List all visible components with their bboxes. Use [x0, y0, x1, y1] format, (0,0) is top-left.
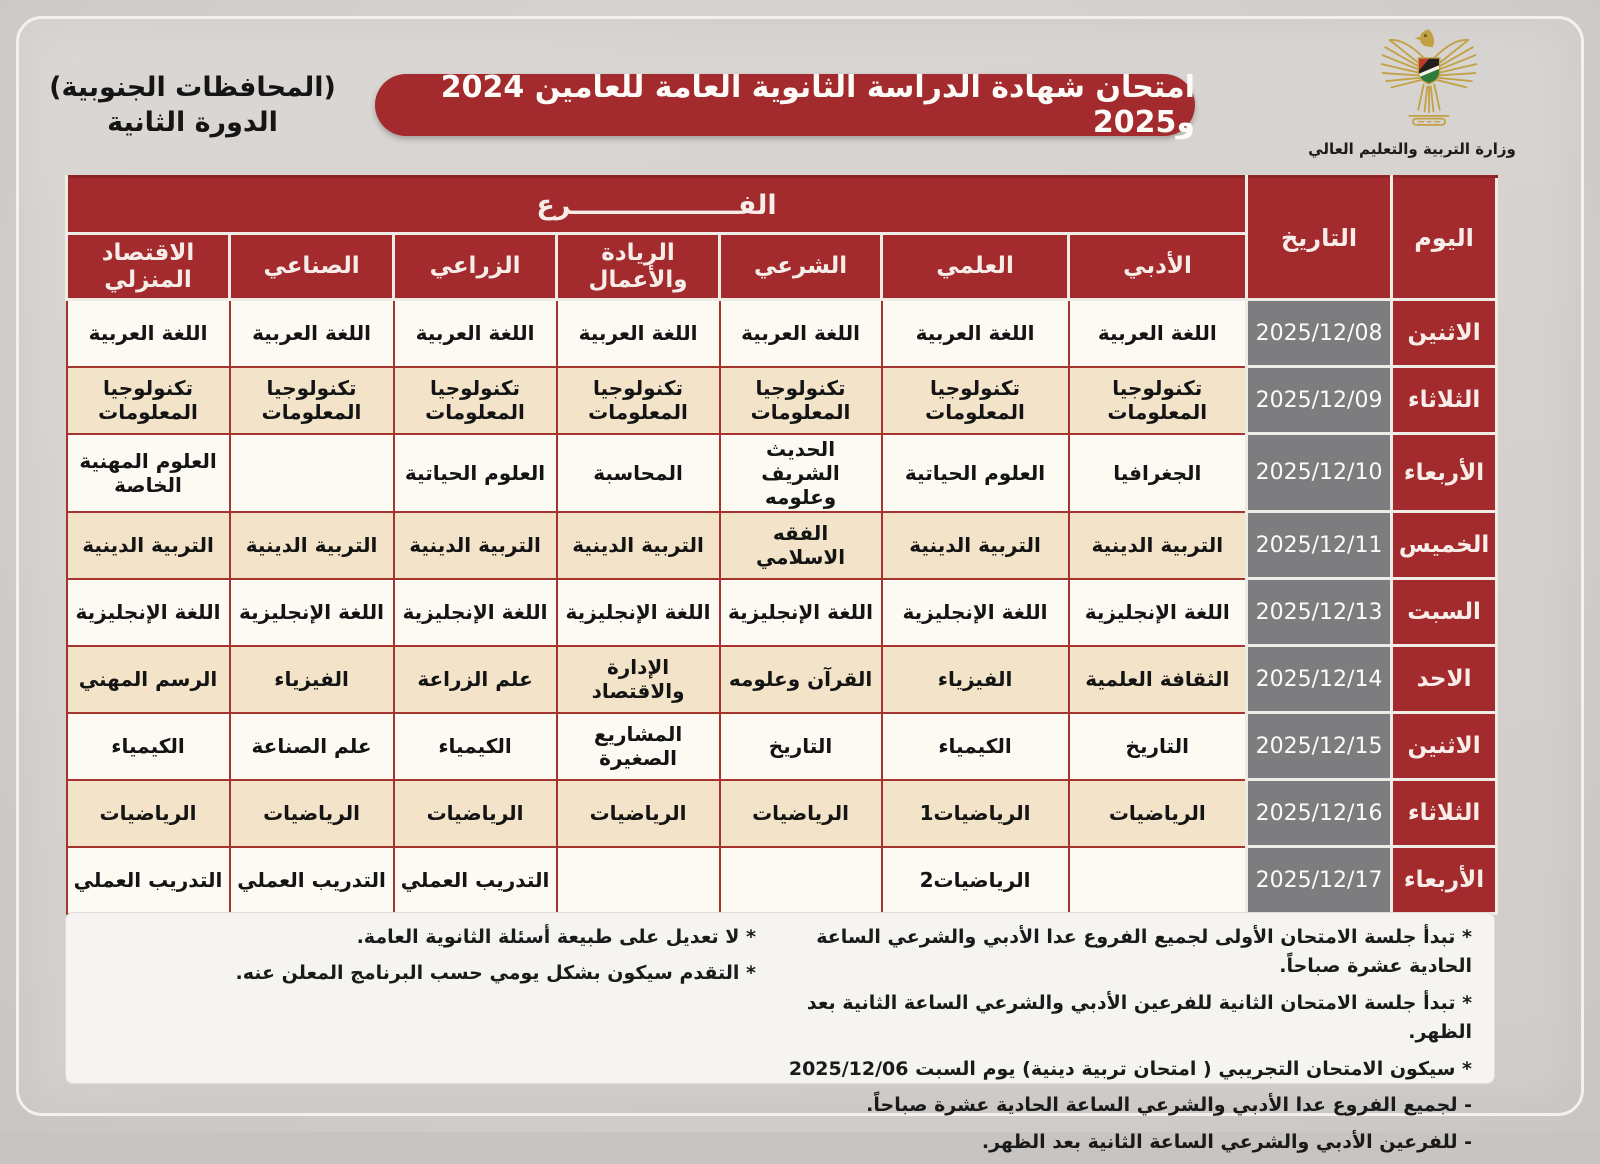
subject-cell: تكنولوجيا المعلومات: [67, 367, 230, 434]
subject-cell: الرياضيات: [230, 780, 394, 847]
subject-cell: الكيمياء: [882, 713, 1069, 780]
note-item: * التقدم سيكون بشكل يومي حسب البرنامج المعلن عنه.: [235, 962, 756, 985]
subject-cell: الثقافة العلمية: [1069, 646, 1247, 713]
subject-cell: الفيزياء: [230, 646, 394, 713]
subject-cell: اللغة العربية: [67, 300, 230, 367]
day-cell: الاحد: [1392, 646, 1497, 713]
subject-cell: العلوم الحياتية: [882, 434, 1069, 512]
subject-cell: اللغة الإنجليزية: [1069, 579, 1247, 646]
subject-cell: تكنولوجيا المعلومات: [230, 367, 394, 434]
subject-cell: التربية الدينية: [67, 512, 230, 579]
note-item: * سيكون الامتحان التجريبي ( امتحان تربية دينية) يوم السبت 2025/12/06: [788, 1057, 1472, 1080]
subject-cell: التربية الدينية: [1069, 512, 1247, 579]
subject-cell: العلوم الحياتية: [394, 434, 557, 512]
region-line2: الدورة الثانية: [107, 107, 278, 139]
subject-cell: التاريخ: [720, 713, 882, 780]
date-cell: 2025/12/15: [1247, 713, 1392, 780]
subject-cell: التربية الدينية: [557, 512, 720, 579]
subject-cell: الرياضيات2: [882, 847, 1069, 914]
schedule-table: [65, 175, 1498, 915]
subject-cell: الرياضيات: [394, 780, 557, 847]
region-line1: (المحافظات الجنوبية): [49, 72, 336, 103]
subject-cell: اللغة العربية: [557, 300, 720, 367]
region-label: [45, 70, 340, 140]
notes-section: [65, 912, 1495, 1153]
subject-cell: علم الصناعة: [230, 713, 394, 780]
branch-column-header: الصناعي: [230, 234, 394, 300]
eagle-emblem-icon: [1370, 24, 1488, 140]
subject-cell: الرسم المهني: [67, 646, 230, 713]
subject-cell: الرياضيات: [557, 780, 720, 847]
branch-column-header: الاقتصاد المنزلي: [67, 234, 230, 300]
subject-cell: الفيزياء: [882, 646, 1069, 713]
subject-cell: [720, 847, 882, 914]
subject-cell: القرآن وعلومه: [720, 646, 882, 713]
date-cell: 2025/12/11: [1247, 512, 1392, 579]
subject-cell: الإدارة والاقتصاد: [557, 646, 720, 713]
schedule-body: [67, 300, 1497, 914]
table-row: [67, 780, 1497, 847]
subject-cell: تكنولوجيا المعلومات: [882, 367, 1069, 434]
subject-cell: العلوم المهنية الخاصة: [67, 434, 230, 512]
date-cell: 2025/12/16: [1247, 780, 1392, 847]
date-cell: 2025/12/14: [1247, 646, 1392, 713]
branch-group-header: الفــــــــــــــــــرع: [67, 177, 1247, 234]
table-row: [67, 579, 1497, 646]
subject-cell: تكنولوجيا المعلومات: [394, 367, 557, 434]
subject-cell: المشاريع الصغيرة: [557, 713, 720, 780]
table-row: [67, 646, 1497, 713]
note-item: * تبدأ جلسة الامتحان الأولى لجميع الفروع عدا الأدبي والشرعي الساعة الحادية عشرة صباحاً.: [816, 926, 1472, 978]
subject-cell: الرياضيات: [1069, 780, 1247, 847]
table-row: [67, 434, 1497, 512]
page-title: امتحان شهادة الدراسة الثانوية العامة للعامين 2024 و2025: [375, 74, 1195, 136]
branch-column-header: الزراعي: [394, 234, 557, 300]
subject-cell: الرياضيات1: [882, 780, 1069, 847]
day-cell: السبت: [1392, 579, 1497, 646]
branch-column-header: الشرعي: [720, 234, 882, 300]
subject-cell: اللغة الإنجليزية: [557, 579, 720, 646]
subject-cell: التاريخ: [1069, 713, 1247, 780]
subject-cell: اللغة العربية: [882, 300, 1069, 367]
table-row: [67, 847, 1497, 914]
eagle-head: [1415, 29, 1434, 47]
note-item: * تبدأ جلسة الامتحان الثانية للفرعين الأدبي والشرعي الساعة الثانية بعد الظهر.: [806, 991, 1472, 1044]
subject-cell: تكنولوجيا المعلومات: [557, 367, 720, 434]
subject-cell: الجغرافيا: [1069, 434, 1247, 512]
subject-cell: اللغة العربية: [720, 300, 882, 367]
subject-cell: تكنولوجيا المعلومات: [720, 367, 882, 434]
subject-cell: التدريب العملي: [394, 847, 557, 914]
date-column-header: التاريخ: [1247, 177, 1392, 300]
branch-column-header: العلمي: [882, 234, 1069, 300]
subject-cell: التدريب العملي: [67, 847, 230, 914]
notes-column-left: [106, 923, 756, 996]
schedule-table-wrap: [65, 175, 1495, 915]
subject-cell: الرياضيات: [720, 780, 882, 847]
subject-cell: المحاسبة: [557, 434, 720, 512]
note-item: * لا تعديل على طبيعة أسئلة الثانوية العامة.: [356, 926, 756, 948]
branch-column-header: الريادة والأعمال: [557, 234, 720, 300]
table-row: [67, 300, 1497, 367]
date-cell: 2025/12/17: [1247, 847, 1392, 914]
ministry-logo: [1370, 24, 1488, 140]
subject-cell: علم الزراعة: [394, 646, 557, 713]
ministry-name: وزارة التربية والتعليم العالي: [1308, 140, 1516, 158]
subject-cell: اللغة الإنجليزية: [882, 579, 1069, 646]
date-cell: 2025/12/10: [1247, 434, 1392, 512]
subject-cell: تكنولوجيا المعلومات: [1069, 367, 1247, 434]
subject-cell: التربية الدينية: [230, 512, 394, 579]
notes-column-right: [762, 923, 1472, 1164]
table-row: [67, 713, 1497, 780]
subject-cell: الحديث الشريف وعلومه: [720, 434, 882, 512]
subject-cell: التربية الدينية: [394, 512, 557, 579]
subject-cell: [230, 434, 394, 512]
day-cell: الأربعاء: [1392, 434, 1497, 512]
subject-cell: اللغة الإنجليزية: [230, 579, 394, 646]
subject-cell: التربية الدينية: [882, 512, 1069, 579]
day-cell: الثلاثاء: [1392, 367, 1497, 434]
note-item: - للفرعين الأدبي والشرعي الساعة الثانية بعد الظهر.: [981, 1130, 1472, 1153]
subject-cell: [557, 847, 720, 914]
day-cell: الاثنين: [1392, 300, 1497, 367]
day-cell: الأربعاء: [1392, 847, 1497, 914]
subject-cell: اللغة الإنجليزية: [67, 579, 230, 646]
subject-cell: الرياضيات: [67, 780, 230, 847]
day-cell: الخميس: [1392, 512, 1497, 579]
note-item: - لجميع الفروع عدا الأدبي والشرعي الساعة الحادية عشرة صباحاً.: [866, 1094, 1472, 1117]
subject-cell: اللغة الإنجليزية: [394, 579, 557, 646]
subject-cell: اللغة العربية: [1069, 300, 1247, 367]
day-cell: الاثنين: [1392, 713, 1497, 780]
table-row: [67, 367, 1497, 434]
day-column-header: اليوم: [1392, 177, 1497, 300]
date-cell: 2025/12/13: [1247, 579, 1392, 646]
table-row: [67, 512, 1497, 579]
subject-cell: [1069, 847, 1247, 914]
subject-cell: الفقه الاسلامي: [720, 512, 882, 579]
subject-cell: الكيمياء: [67, 713, 230, 780]
subject-cell: اللغة الإنجليزية: [720, 579, 882, 646]
subject-cell: الكيمياء: [394, 713, 557, 780]
subject-cell: اللغة العربية: [230, 300, 394, 367]
subject-cell: التدريب العملي: [230, 847, 394, 914]
day-cell: الثلاثاء: [1392, 780, 1497, 847]
subject-cell: اللغة العربية: [394, 300, 557, 367]
date-cell: 2025/12/09: [1247, 367, 1392, 434]
branch-column-header: الأدبي: [1069, 234, 1247, 300]
date-cell: 2025/12/08: [1247, 300, 1392, 367]
